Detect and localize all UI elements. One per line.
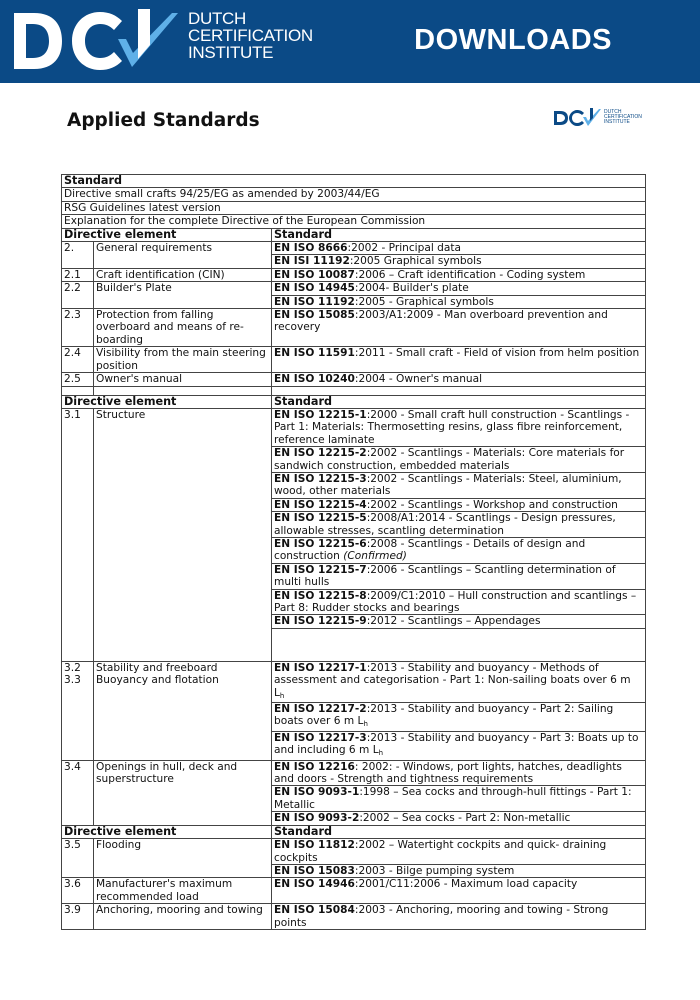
element-name-line: Buoyancy and flotation [96,674,219,687]
standard-cell [272,703,646,732]
standard-description: :2012 - Scantlings – Appendages [366,615,541,628]
standard-subscript: h [279,691,285,700]
standard-description: :2011 - Small craft - Field of vision from helm position [354,347,640,360]
element-name: Protection from falling overboard and means of re-boarding [94,309,272,347]
element-number: 2.4 [62,347,94,373]
standard-cell [272,373,646,386]
element-number [62,661,94,760]
element-number-line: 3.2 [64,661,81,674]
standard-code: EN ISO 15083 [274,864,355,877]
element-name: Structure [94,408,272,661]
standard-code: EN ISO 12216 [274,760,355,773]
element-number: 2.1 [62,268,94,281]
element-name: Builder's Plate [94,282,272,309]
element-number: 3.9 [62,904,94,930]
standard-cell [272,661,646,702]
logo-wordmark [188,10,313,61]
table-row [62,408,646,446]
standard-cell [272,760,646,786]
standards-table [61,174,646,930]
table-row [62,188,646,201]
table-row [62,215,646,228]
table-row [62,760,646,786]
table-row [62,904,646,930]
standard-code: EN ISO 12217-1 [274,661,367,674]
col-directive-element: Directive element [62,825,272,838]
standard-code: EN ISO 15084 [274,904,355,917]
standard-code: EN ISO 10087 [274,268,355,281]
standard-cell [272,786,646,812]
table-row [62,282,646,295]
document-title: Applied Standards [67,110,260,131]
standard-description: :2006 - Scantlings – Scantling determination of multi hulls [274,563,616,589]
col-directive-element: Directive element [62,395,272,408]
table-row [62,373,646,386]
standard-code: EN ISI 11192 [274,255,350,268]
standard-cell [272,839,646,865]
standard-cell [272,242,646,255]
element-name-line: Stability and freeboard [96,661,218,674]
standard-cell [272,347,646,373]
standard-description: :2001/C11:2006 - Maximum load capacity [354,878,578,891]
col-standard: Standard [272,825,646,838]
standard-code: EN ISO 9093-1 [274,786,360,799]
standard-cell [272,512,646,538]
section-1 [62,242,646,386]
small-logo-wordmark [604,110,642,125]
standard-description: :2003/A1:2009 - Man overboard prevention and recovery [274,309,608,334]
standard-subscript: h [378,749,384,758]
standard-code: EN ISO 10240 [274,373,355,386]
standard-description: :2002 - Scantlings - Materials: Steel, aluminium, wood, other materials [274,472,622,498]
element-number: 3.5 [62,839,94,878]
standard-description: :2004- Builder's plate [354,282,469,295]
site-header [0,0,700,83]
element-name: Flooding [94,839,272,878]
standard-code: EN ISO 9093-2 [274,812,360,825]
standard-code: EN ISO 12215-4 [274,498,367,511]
small-logo-line-3: INSTITUTE [604,119,630,125]
element-name: General requirements [94,242,272,269]
standard-cell [272,615,646,628]
standard-cell [272,731,646,760]
standard-code: EN ISO 12215-6 [274,537,367,550]
dci-logo[interactable] [10,5,185,75]
intro-row-link[interactable]: Explanation for the complete Directive of the European Commission [62,215,646,228]
element-name: Anchoring, mooring and towing [94,904,272,930]
standard-note: (Confirmed) [343,550,407,563]
standard-heading: Standard [62,175,646,188]
standard-code: EN ISO 11192 [274,295,355,308]
standard-cell [272,537,646,563]
standard-description: :2006 – Craft identification - Coding system [354,268,586,281]
standard-cell [272,472,646,498]
standard-code: EN ISO 12215-2 [274,447,367,460]
standard-subscript: h [363,720,368,729]
standard-description: :2003 - Bilge pumping system [354,864,515,877]
table-row [62,839,646,865]
table-row [62,309,646,347]
standard-description: :2002 – Sea cocks - Part 2: Non-metallic [359,812,571,825]
element-number: 3.6 [62,878,94,904]
standard-description: :2008 - Scantlings - Details of design and construction [274,537,586,563]
standard-cell [272,447,646,473]
element-number: 2.3 [62,309,94,347]
table-row [62,175,646,188]
element-name [94,661,272,760]
section-2 [62,408,646,825]
downloads-title: DOWNLOADS [414,24,612,56]
logo-line-1: DUTCH [188,9,246,28]
logo-line-3: INSTITUTE [188,43,274,62]
standard-code: EN ISO 15085 [274,309,355,322]
table-row [62,661,646,702]
standard-description: :2009/C1:2010 – Hull construction and scantlings – Part 8: Rudder stocks and bearings [274,589,637,614]
element-name: Visibility from the main steering position [94,347,272,373]
standard-code: EN ISO 12215-5 [274,512,367,525]
element-number: 2.5 [62,373,94,386]
table-row [62,268,646,281]
empty-cell [272,628,646,661]
element-number-line: 3.3 [64,674,81,687]
standard-description: :2013 - Stability and buoyancy - Part 2: Sailing boats over 6 m L [274,703,614,728]
standard-code: EN ISO 12217-3 [274,731,367,744]
standard-code: EN ISO 11591 [274,347,355,360]
standard-description: :2002 - Scantlings - Workshop and construction [366,498,618,511]
standard-cell [272,498,646,511]
standard-cell [272,255,646,268]
standard-cell [272,589,646,615]
standard-code: EN ISO 12215-3 [274,472,367,485]
standard-cell [272,812,646,825]
col-standard: Standard [272,395,646,408]
standard-code: EN ISO 8666 [274,242,348,255]
standard-description: :2013 - Stability and buoyancy - Methods of assessment and categorisation - Part 1: Non-sailing boats over 6 m L [274,661,631,699]
element-number: 3.4 [62,760,94,825]
standard-cell [272,904,646,930]
standard-description: : 2002: - Windows, port lights, hatches, deadlights and doors - Strength and tightness requirements [274,760,622,786]
element-name: Owner's manual [94,373,272,386]
standard-code: EN ISO 12215-1 [274,408,367,421]
element-name: Craft identification (CIN) [94,268,272,281]
standard-code: EN ISO 12215-7 [274,563,367,576]
standard-cell [272,282,646,295]
standard-description: :2003 - Anchoring, mooring and towing - Strong points [274,904,609,929]
standard-code: EN ISO 14945 [274,282,355,295]
standard-description: :2005 - Graphical symbols [354,295,494,308]
standard-cell [272,563,646,589]
table-row [62,347,646,373]
standard-code: EN ISO 11812 [274,839,355,852]
table-row [62,878,646,904]
standard-description: :1998 – Sea cocks and through-hull fittings - Part 1: Metallic [274,786,632,811]
standard-code: EN ISO 12215-8 [274,589,367,602]
spacer-row [62,386,646,395]
section-3 [62,839,646,930]
standard-description: :2005 Graphical symbols [349,255,482,268]
standard-code: EN ISO 14946 [274,878,355,891]
element-number: 3.1 [62,408,94,661]
logo-line-2: CERTIFICATION [188,26,313,45]
standard-cell [272,268,646,281]
standard-code: EN ISO 12217-2 [274,703,367,716]
standard-description: :2013 - Stability and buoyancy - Part 3: Boats up to and including 6 m L [274,731,639,757]
standard-cell [272,864,646,877]
table-row [62,228,646,241]
table-row [62,395,646,408]
small-logo-line-1: DUTCH [604,109,622,115]
table-row [62,201,646,214]
element-name: Manufacturer's maximum recommended load [94,878,272,904]
element-number: 2.2 [62,282,94,309]
col-standard: Standard [272,228,646,241]
table-row [62,242,646,255]
standard-cell [272,878,646,904]
standard-description: :2004 - Owner's manual [354,373,483,386]
table-row [62,825,646,838]
standard-description: :2002 - Principal data [347,242,462,255]
standard-description: :2002 – Watertight cockpits and quick- draining cockpits [274,839,607,864]
standard-code: EN ISO 12215-9 [274,615,367,628]
col-directive-element: Directive element [62,228,272,241]
standard-cell [272,295,646,308]
element-number: 2. [62,242,94,269]
standard-description: :2008/A1:2014 - Scantlings - Design pressures, allowable stresses, scantling determination [274,512,616,537]
standard-cell [272,408,646,446]
standard-description: :2000 - Small craft hull construction - Scantlings - Part 1: Materials: Thermosetting resins, glass fibre reinforcement, reference laminate [274,408,630,446]
standard-description: :2002 - Scantlings - Materials: Core materials for sandwich construction, embedded materials [274,447,625,472]
small-logo-line-2: CERTIFICATION [604,114,642,120]
intro-row: RSG Guidelines latest version [62,201,646,214]
standard-cell [272,309,646,347]
element-name: Openings in hull, deck and superstructure [94,760,272,825]
intro-row: Directive small crafts 94/25/EG as amended by 2003/44/EG [62,188,646,201]
